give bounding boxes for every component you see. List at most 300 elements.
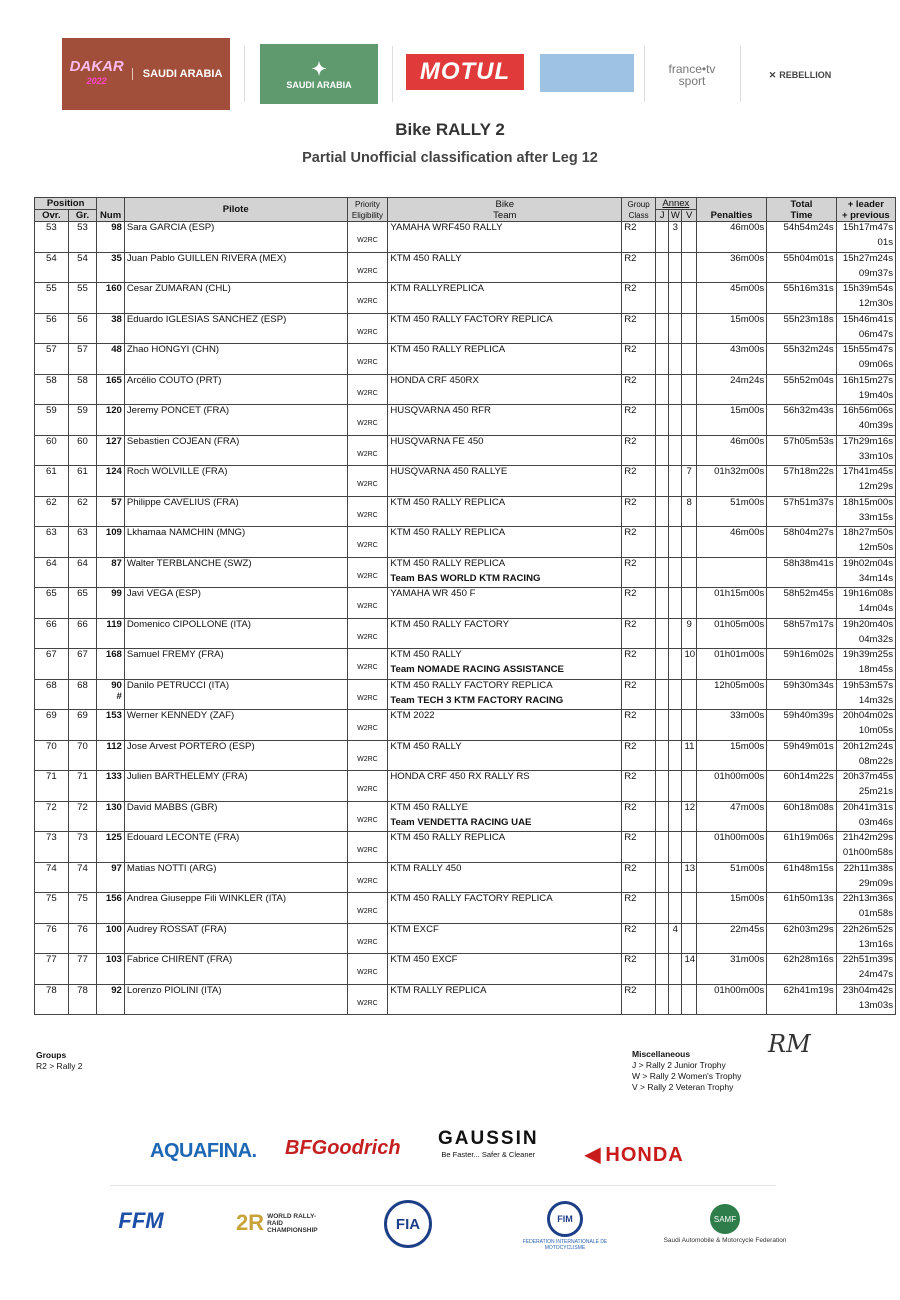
cell-pilot (124, 466, 347, 497)
cell-num (97, 832, 125, 863)
cell-class-text: R2 (624, 405, 637, 416)
cell-w (669, 435, 682, 466)
page-subtitle: Partial Unofficial classification after Leg 12 (302, 150, 598, 166)
cell-class-text: R2 (624, 740, 637, 752)
cell-penalties-text: 46m00s (730, 222, 765, 233)
cell-num (97, 405, 125, 436)
cell-previous-text: 12m29s (858, 481, 893, 492)
cell-ovr-text: 76 (46, 923, 57, 935)
logo-divider (392, 46, 393, 102)
cell-gr-text: 76 (77, 923, 88, 935)
cell-class (622, 222, 656, 253)
cell-j (655, 984, 668, 1015)
cell-eligibility (347, 588, 388, 619)
cell-total-time (767, 466, 836, 497)
cell-penalties-text: 01h05m00s (714, 618, 765, 630)
cell-leader (836, 740, 895, 771)
cell-penalties-text: 24m24s (730, 374, 765, 386)
cell-w (669, 923, 682, 954)
cell-previous-text: 09m06s (858, 359, 893, 370)
cell-gr (68, 344, 97, 375)
saudi-arabia-text-2: SAUDI ARABIA (286, 79, 352, 90)
cell-total-time-text: 59h16m02s (783, 649, 834, 660)
cell-bike-text: KTM EXCF (390, 923, 439, 935)
cell-j (655, 313, 668, 344)
cell-num (97, 862, 125, 893)
cell-pilot-text: Lkhamaa NAMCHIN (MNG) (126, 527, 246, 538)
col-gr-header: Gr. (68, 210, 97, 222)
misc-legend (632, 1049, 741, 1093)
cell-ovr (35, 557, 69, 588)
cell-bike-text: KTM 450 RALLY REPLICA (390, 496, 506, 508)
cell-eligibility (347, 710, 388, 741)
cell-ovr-text: 72 (46, 801, 57, 813)
cell-class-text: R2 (624, 344, 637, 355)
cell-penalties-text: 01h15m00s (714, 588, 765, 599)
cell-ovr (35, 893, 69, 924)
table-row (35, 588, 896, 619)
cell-j (655, 374, 668, 405)
cell-v-text: 8 (686, 496, 692, 508)
cell-pilot-text: Sara GARCIA (ESP) (126, 222, 215, 233)
cell-total-time-text: 54h54m24s (783, 222, 834, 233)
cell-leader (836, 893, 895, 924)
cell-ovr (35, 984, 69, 1015)
w2rc-text: WORLD RALLY-RAID CHAMPIONSHIP (267, 1212, 318, 1234)
cell-v (682, 374, 696, 405)
sponsor-logo-blue (540, 54, 634, 92)
cell-pilot (124, 222, 347, 253)
cell-total-time-text: 59h49m01s (783, 740, 834, 752)
cell-penalties-text: 46m00s (730, 435, 765, 447)
cell-class (622, 710, 656, 741)
col-group-header (622, 198, 656, 222)
cell-num-text: 165 (105, 374, 122, 386)
cell-class-text: R2 (624, 923, 637, 935)
cell-v (682, 649, 696, 680)
cell-bike-text: KTM 450 RALLYE (390, 801, 469, 813)
cell-total-time (767, 527, 836, 558)
cell-leader (836, 984, 895, 1015)
cell-class-text: R2 (624, 588, 637, 599)
cell-leader (836, 252, 895, 283)
honda-logo (585, 1142, 684, 1167)
table-row (35, 832, 896, 863)
cell-total-time (767, 313, 836, 344)
cell-ovr (35, 496, 69, 527)
cell-w (669, 496, 682, 527)
cell-leader-text: 15h39m54s (842, 283, 893, 294)
cell-leader-text: 17h29m16s (842, 435, 893, 447)
cell-num (97, 374, 125, 405)
cell-v (682, 222, 696, 253)
cell-gr (68, 405, 97, 436)
samf-text: Saudi Automobile & Motorcycle Federation (663, 1237, 787, 1244)
cell-pilot (124, 801, 347, 832)
cell-eligibility (347, 954, 388, 985)
cell-total-time-text: 58h52m45s (783, 588, 834, 599)
cell-gr (68, 557, 97, 588)
cell-total-time-text: 59h30m34s (783, 679, 834, 691)
cell-gr-text: 59 (77, 405, 88, 416)
cell-class (622, 862, 656, 893)
cell-eligibility-text: W2RC (357, 694, 378, 702)
cell-gr (68, 862, 97, 893)
cell-class-text: R2 (624, 618, 637, 630)
cell-total-time-text: 57h05m53s (783, 435, 834, 447)
cell-num-text: 120 (105, 405, 122, 416)
cell-previous-text: 25m21s (858, 786, 893, 797)
cell-ovr (35, 832, 69, 863)
cell-num (97, 466, 125, 497)
cell-penalties (696, 405, 766, 436)
cell-total-time-text: 58h57m17s (783, 618, 834, 630)
cell-penalties (696, 679, 766, 710)
cell-ovr-text: 74 (46, 862, 57, 874)
cell-ovr-text: 59 (46, 405, 57, 416)
cell-gr (68, 496, 97, 527)
cell-gr (68, 527, 97, 558)
cell-class (622, 313, 656, 344)
cell-gr-text: 69 (77, 710, 88, 721)
cell-eligibility (347, 679, 388, 710)
cell-ovr (35, 618, 69, 649)
cell-ovr-text: 57 (46, 344, 57, 355)
cell-j (655, 252, 668, 283)
cell-ovr-text: 78 (46, 984, 57, 996)
cell-v (682, 344, 696, 375)
cell-class (622, 679, 656, 710)
cell-class-text: R2 (624, 649, 637, 660)
cell-j (655, 618, 668, 649)
cell-eligibility (347, 527, 388, 558)
cell-leader (836, 679, 895, 710)
cell-num-text: 130 (105, 801, 122, 813)
cell-ovr-text: 60 (46, 435, 57, 447)
cell-bike-text: KTM RALLYREPLICA (390, 283, 485, 294)
cell-eligibility-text: W2RC (357, 420, 378, 427)
cell-total-time (767, 435, 836, 466)
cell-bike (388, 893, 622, 924)
cell-gr (68, 283, 97, 314)
cell-num (97, 496, 125, 527)
cell-w (669, 313, 682, 344)
cell-v (682, 984, 696, 1015)
cell-penalties (696, 618, 766, 649)
cell-w (669, 771, 682, 802)
cell-gr (68, 710, 97, 741)
cell-class (622, 527, 656, 558)
cell-previous-text: 12m50s (858, 542, 893, 553)
cell-eligibility (347, 740, 388, 771)
cell-total-time-text: 55h32m24s (783, 344, 834, 355)
cell-num-text: 99 (111, 588, 122, 599)
cell-penalties-text: 45m00s (730, 283, 765, 294)
cell-previous-text: 04m32s (858, 633, 893, 645)
rebellion-icon: ✕ (768, 69, 777, 80)
cell-ovr-text: 67 (46, 649, 57, 660)
cell-penalties (696, 862, 766, 893)
cell-total-time-text: 58h38m41s (783, 557, 834, 569)
cell-bike (388, 679, 622, 710)
cell-pilot-text: Walter TERBLANCHE (SWZ) (126, 557, 252, 569)
cell-bike-text: YAMAHA WR 450 F (390, 588, 476, 599)
cell-penalties (696, 252, 766, 283)
cell-gr-text: 65 (77, 588, 88, 599)
cell-pilot-text: Jose Arvest PORTERO (ESP) (126, 740, 255, 752)
cell-v (682, 557, 696, 588)
cell-leader-text: 22h11m38s (843, 862, 893, 874)
cell-num-text: 153 (105, 710, 122, 721)
cell-v (682, 252, 696, 283)
cell-v-text: 13 (684, 862, 696, 874)
cell-pilot (124, 588, 347, 619)
cell-num-text: 127 (105, 435, 122, 447)
cell-leader (836, 771, 895, 802)
cell-gr (68, 649, 97, 680)
table-row (35, 374, 896, 405)
cell-w (669, 893, 682, 924)
cell-num (97, 710, 125, 741)
cell-leader-text: 17h41m45s (842, 466, 893, 477)
cell-penalties (696, 527, 766, 558)
cell-eligibility-text: W2RC (357, 542, 378, 549)
cell-eligibility-text: W2RC (357, 603, 378, 610)
cell-num-text: 112 (106, 740, 122, 752)
cell-leader-text: 15h55m47s (842, 344, 893, 355)
cell-num-text: 103 (105, 954, 122, 965)
cell-pilot-text: David MABBS (GBR) (126, 801, 218, 813)
cell-pilot (124, 557, 347, 588)
cell-bike (388, 618, 622, 649)
cell-ovr (35, 954, 69, 985)
cell-penalties (696, 923, 766, 954)
cell-v (682, 862, 696, 893)
cell-pilot-text: Domenico CIPOLLONE (ITA) (126, 618, 251, 630)
cell-ovr (35, 588, 69, 619)
cell-w (669, 405, 682, 436)
cell-team-text: Team VENDETTA RACING UAE (390, 816, 532, 828)
cell-total-time (767, 771, 836, 802)
cell-num (97, 435, 125, 466)
cell-j (655, 710, 668, 741)
cell-pilot (124, 313, 347, 344)
cell-eligibility (347, 496, 388, 527)
cell-leader-text: 19h16m08s (842, 588, 893, 599)
cell-j (655, 588, 668, 619)
ffm-logo: FFM (118, 1208, 164, 1233)
cell-v (682, 618, 696, 649)
cell-ovr (35, 405, 69, 436)
cell-num (97, 923, 125, 954)
cell-gr (68, 984, 97, 1015)
w2rc-number: 2R (235, 1210, 265, 1235)
cell-eligibility (347, 466, 388, 497)
cell-pilot (124, 374, 347, 405)
cell-num (97, 771, 125, 802)
cell-total-time-text: 57h18m22s (783, 466, 834, 477)
cell-penalties-text: 33m00s (730, 710, 765, 721)
cell-pilot (124, 740, 347, 771)
cell-ovr (35, 466, 69, 497)
cell-leader-text: 22h13m36s (842, 893, 893, 904)
francetv-sport-text: sport (678, 74, 706, 88)
cell-class (622, 344, 656, 375)
cell-bike (388, 740, 622, 771)
cell-v (682, 954, 696, 985)
cell-penalties-text: 15m00s (730, 740, 765, 752)
cell-penalties-text: 43m00s (730, 344, 765, 355)
cell-ovr-text: 54 (46, 252, 57, 264)
cell-ovr (35, 679, 69, 710)
dakar-wordmark: DAKAR (69, 58, 124, 75)
cell-penalties-text: 01h00m00s (714, 832, 765, 843)
bike-label: Bike (495, 198, 515, 210)
num-marker: # (116, 690, 122, 702)
cell-eligibility-text: W2RC (357, 938, 378, 946)
table-body (35, 222, 896, 1015)
cell-eligibility (347, 832, 388, 863)
col-total-time-header (767, 198, 836, 222)
cell-w-text: 4 (672, 923, 678, 935)
table-row (35, 466, 896, 497)
cell-class (622, 771, 656, 802)
cell-num (97, 283, 125, 314)
cell-penalties (696, 283, 766, 314)
cell-eligibility-text: W2RC (357, 816, 378, 824)
cell-w (669, 344, 682, 375)
cell-eligibility-text: W2RC (357, 237, 378, 244)
cell-bike (388, 557, 622, 588)
cell-num-text: 100 (105, 923, 122, 935)
cell-gr-text: 66 (77, 618, 88, 630)
cell-w (669, 649, 682, 680)
cell-v (682, 679, 696, 710)
cell-class (622, 374, 656, 405)
cell-class-text: R2 (624, 283, 637, 294)
cell-num-text: 125 (105, 832, 122, 843)
cell-previous-text: 19m40s (858, 389, 893, 401)
cell-bike (388, 588, 622, 619)
cell-class-text: R2 (624, 771, 637, 782)
signature: RM (768, 1030, 811, 1058)
cell-bike (388, 832, 622, 863)
cell-num (97, 679, 125, 710)
cell-bike (388, 527, 622, 558)
cell-total-time (767, 954, 836, 985)
cell-ovr-text: 73 (46, 832, 57, 843)
cell-num (97, 588, 125, 619)
cell-pilot (124, 923, 347, 954)
cell-class (622, 588, 656, 619)
cell-bike-text: KTM 450 RALLY REPLICA (390, 832, 506, 843)
cell-leader-text: 16h56m06s (842, 405, 893, 416)
cell-leader-text: 20h37m45s (842, 771, 893, 782)
cell-pilot (124, 679, 347, 710)
cell-bike (388, 283, 622, 314)
cell-leader-text: 22h51m39s (842, 954, 893, 965)
cell-pilot (124, 710, 347, 741)
cell-v-text: 7 (686, 466, 692, 477)
cell-penalties (696, 588, 766, 619)
cell-gr (68, 954, 97, 985)
cell-gr-text: 55 (77, 283, 88, 294)
cell-ovr (35, 252, 69, 283)
cell-pilot-text: Sebastien COJEAN (FRA) (126, 435, 240, 447)
cell-j (655, 435, 668, 466)
cell-ovr (35, 923, 69, 954)
cell-gr (68, 923, 97, 954)
cell-j (655, 771, 668, 802)
cell-total-time-text: 62h41m19s (783, 984, 834, 996)
cell-num-text: 57 (111, 496, 122, 508)
cell-total-time-text: 55h04m01s (783, 252, 834, 264)
cell-leader (836, 588, 895, 619)
rebellion-logo (750, 64, 850, 86)
table-row (35, 923, 896, 954)
cell-bike (388, 435, 622, 466)
cell-penalties (696, 435, 766, 466)
cell-gr-text: 72 (77, 801, 88, 813)
fim-text: FEDERATION INTERNATIONALE DE MOTOCYCLISME (522, 1239, 608, 1251)
groups-line: R2 > Rally 2 (36, 1061, 83, 1071)
cell-bike-text: KTM 2022 (390, 710, 435, 721)
cell-pilot (124, 832, 347, 863)
cell-eligibility-text: W2RC (357, 572, 378, 580)
cell-total-time (767, 740, 836, 771)
page-title: Bike RALLY 2 (395, 120, 505, 139)
cell-class-text: R2 (624, 557, 637, 569)
cell-gr-text: 71 (77, 771, 88, 782)
cell-leader (836, 405, 895, 436)
cell-pilot-text: Andrea Giuseppe Fili WINKLER (ITA) (126, 893, 287, 904)
cell-num (97, 984, 125, 1015)
cell-gr (68, 679, 97, 710)
cell-total-time-text: 60h14m22s (783, 771, 834, 782)
rebellion-text: REBELLION (779, 70, 832, 80)
cell-num-text: 97 (111, 862, 122, 874)
cell-total-time (767, 374, 836, 405)
gaussin-wordmark: GAUSSIN (438, 1128, 539, 1149)
cell-leader-text: 22h26m52s (842, 923, 893, 935)
table-row (35, 527, 896, 558)
cell-previous-text: 09m37s (858, 267, 893, 279)
table-header-row (35, 198, 896, 210)
cell-total-time-text: 55h16m31s (783, 283, 834, 294)
cell-gr (68, 313, 97, 344)
cell-v-text: 12 (684, 801, 696, 813)
table-row (35, 954, 896, 985)
cell-class (622, 466, 656, 497)
cell-num (97, 557, 125, 588)
cell-total-time-text: 60h18m08s (783, 801, 834, 813)
cell-num (97, 649, 125, 680)
cell-pilot (124, 496, 347, 527)
cell-w (669, 954, 682, 985)
cell-j (655, 283, 668, 314)
cell-leader (836, 313, 895, 344)
col-v-header: V (682, 210, 696, 222)
cell-leader-text: 19h20m40s (842, 618, 893, 630)
cell-leader (836, 557, 895, 588)
cell-previous-text: 33m10s (858, 450, 893, 462)
cell-bike (388, 466, 622, 497)
cell-bike-text: HONDA CRF 450 RX RALLY RS (390, 771, 530, 782)
cell-bike (388, 374, 622, 405)
cell-leader (836, 618, 895, 649)
cell-eligibility-text: W2RC (357, 877, 378, 885)
cell-gr (68, 588, 97, 619)
